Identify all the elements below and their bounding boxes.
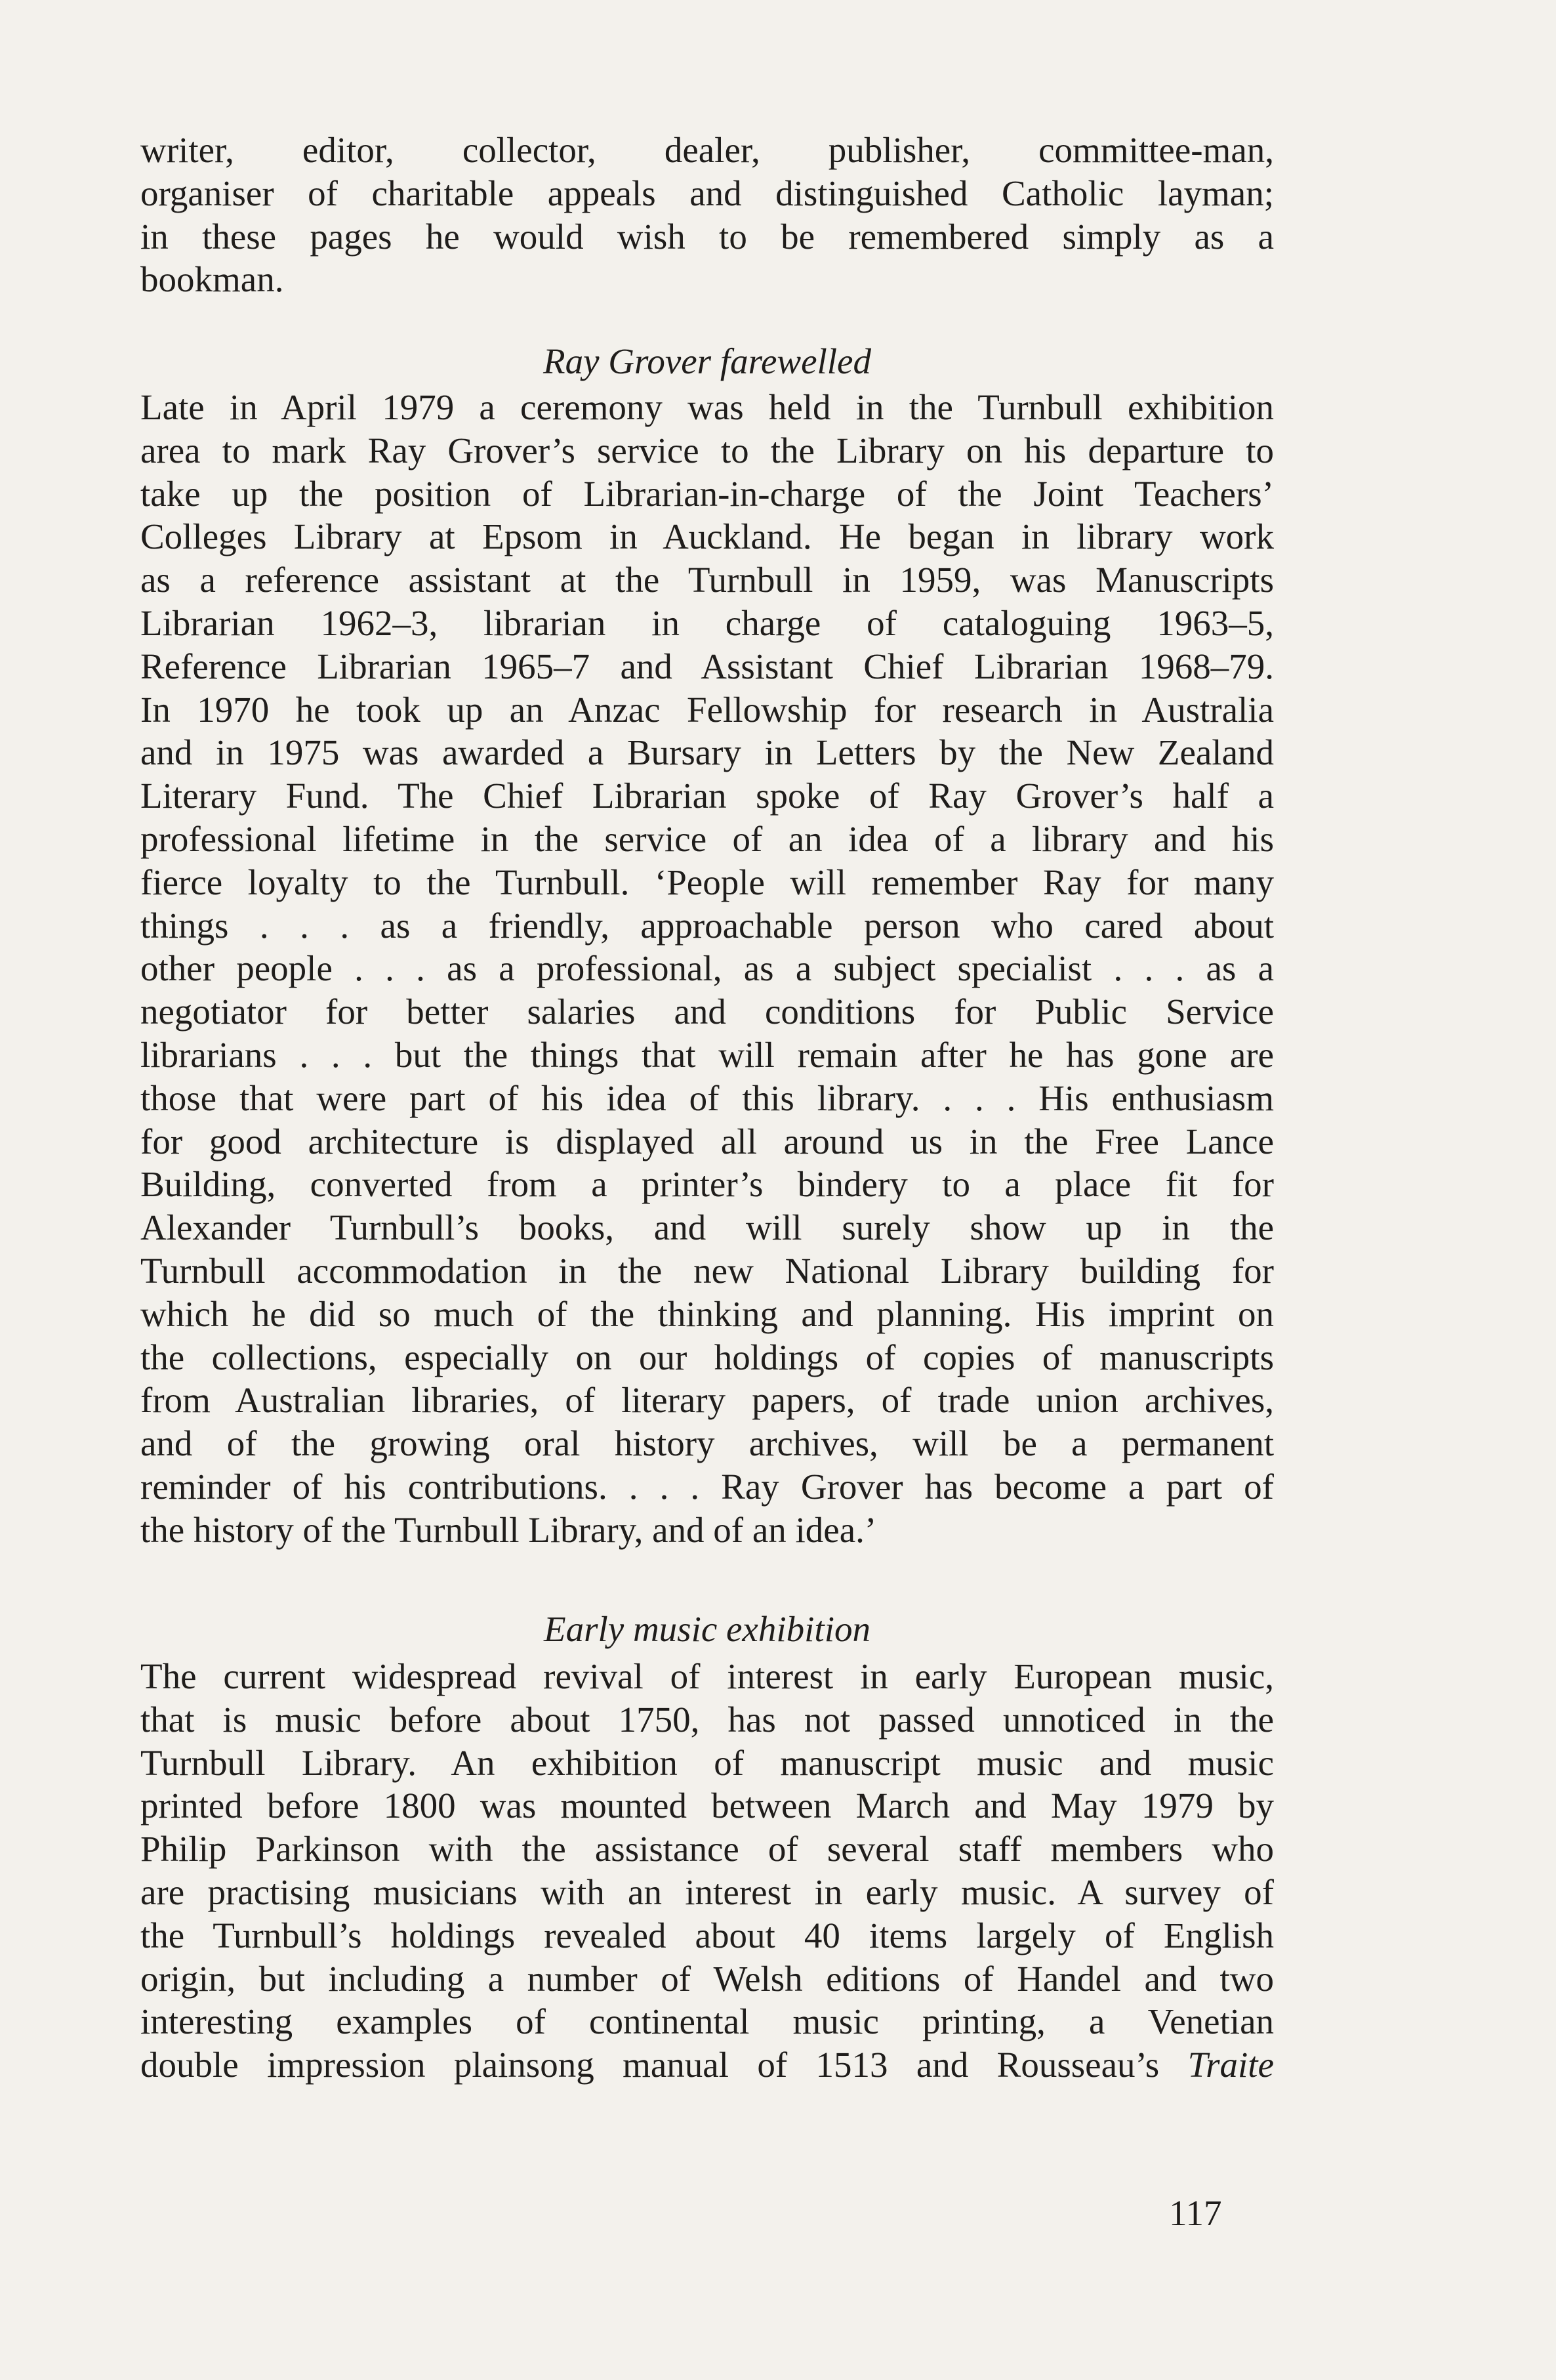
- text-line: other people . . . as a professional, as a subject specialist . . . as a: [140, 948, 1274, 989]
- text-line: interesting examples of continental music printing, a Venetian: [140, 2001, 1274, 2042]
- text-line: are practising musicians with an interest in early music. A survey of: [140, 1871, 1274, 1912]
- text-line: In 1970 he took up an Anzac Fellowship for research in Australia: [140, 689, 1274, 730]
- grover-paragraph: [140, 386, 1274, 1552]
- text-line: negotiator for better salaries and conditions for Public Service: [140, 992, 1274, 1032]
- text-line: for good architecture is displayed all around us in the Free Lance: [140, 1121, 1274, 1161]
- text-line: the Turnbull’s holdings revealed about 40 items largely of English: [140, 1915, 1274, 1955]
- text-line: organiser of charitable appeals and distinguished Catholic layman;: [140, 173, 1274, 213]
- text-line: printed before 1800 was mounted between March and May 1979 by: [140, 1785, 1274, 1826]
- text-line: professional lifetime in the service of an idea of a library and his: [140, 818, 1274, 859]
- text-line: the history of the Turnbull Library, and of an idea.’: [140, 1509, 877, 1550]
- italic-title: Traite: [1187, 2045, 1274, 2085]
- text-line: The current widespread revival of interest in early European music,: [140, 1656, 1274, 1696]
- text-line: Reference Librarian 1965–7 and Assistant Chief Librarian 1968–79.: [140, 646, 1274, 686]
- text-line: area to mark Ray Grover’s service to the Library on his departure to: [140, 430, 1274, 470]
- text-line: fierce loyalty to the Turnbull. ‘People will remember Ray for many: [140, 862, 1274, 902]
- text-line: Colleges Library at Epsom in Auckland. He began in library work: [140, 516, 1274, 557]
- text-line: as a reference assistant at the Turnbull in 1959, was Manuscripts: [140, 560, 1274, 600]
- text-line: reminder of his contributions. . . . Ray Grover has become a part of: [140, 1466, 1274, 1507]
- text-line: the collections, especially on our holdings of copies of manuscripts: [140, 1337, 1274, 1377]
- page-number: 117: [1169, 2193, 1222, 2233]
- text-line: and in 1975 was awarded a Bursary in Letters by the New Zealand: [140, 732, 1274, 773]
- text-segment: double impression plainsong manual of 1513 and Rousseau’s: [140, 2045, 1160, 2085]
- text-line: Building, converted from a printer’s bindery to a place fit for: [140, 1164, 1274, 1205]
- text-line: writer, editor, collector, dealer, publisher, committee-man,: [140, 130, 1274, 170]
- text-line: Late in April 1979 a ceremony was held in the Turnbull exhibition: [140, 387, 1274, 427]
- text-line-with-italic: [140, 2043, 1274, 2087]
- text-line: those that were part of his idea of this library. . . . His enthusiasm: [140, 1077, 1274, 1118]
- text-line: take up the position of Librarian-in-charge of the Joint Teachers’: [140, 473, 1274, 514]
- text-line: things . . . as a friendly, approachable person who cared about: [140, 905, 1274, 946]
- text-line: that is music before about 1750, has not passed unnoticed in the: [140, 1699, 1274, 1740]
- text-line: bookman.: [140, 259, 284, 300]
- intro-paragraph: [140, 129, 1274, 301]
- text-line: and of the growing oral history archives, will be a permanent: [140, 1423, 1274, 1464]
- text-line: in these pages he would wish to be remembered simply as a: [140, 216, 1274, 257]
- section-heading-music: Early music exhibition: [544, 1609, 870, 1649]
- text-line: Librarian 1962–3, librarian in charge of cataloguing 1963–5,: [140, 602, 1274, 643]
- music-paragraph: [140, 1655, 1274, 2087]
- section-heading-grover: Ray Grover farewelled: [543, 341, 871, 381]
- text-line: Philip Parkinson with the assistance of several staff members who: [140, 1829, 1274, 1869]
- text-line: from Australian libraries, of literary papers, of trade union archives,: [140, 1380, 1274, 1421]
- text-line: Literary Fund. The Chief Librarian spoke of Ray Grover’s half a: [140, 776, 1274, 816]
- text-line: Alexander Turnbull’s books, and will surely show up in the: [140, 1207, 1274, 1248]
- text-line: Turnbull accommodation in the new National Library building for: [140, 1250, 1274, 1291]
- text-line: origin, but including a number of Welsh editions of Handel and two: [140, 1958, 1274, 1999]
- text-line: which he did so much of the thinking and planning. His imprint on: [140, 1293, 1274, 1334]
- text-line: librarians . . . but the things that will remain after he has gone are: [140, 1034, 1274, 1075]
- text-line: Turnbull Library. An exhibition of manuscript music and music: [140, 1742, 1274, 1783]
